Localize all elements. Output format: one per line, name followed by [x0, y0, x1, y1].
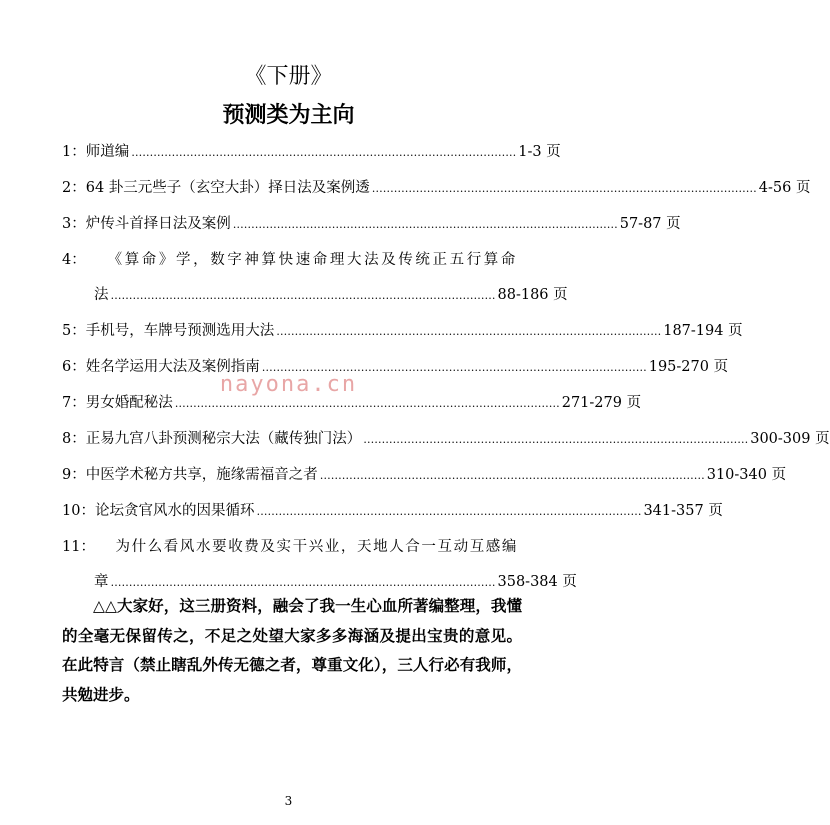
toc-text: 章 [94, 574, 109, 590]
toc-entry [62, 142, 561, 163]
toc-page: 310-340 页 [706, 467, 787, 483]
toc-page: 341-357 页 [643, 503, 723, 519]
toc-page: 88-186 页 [497, 287, 568, 303]
toc-text: 男女婚配秘法 [85, 395, 173, 411]
toc-leader: …………………………………………………………………………………………… [276, 325, 662, 338]
toc-text: 炉传斗首择日法及案例 [85, 216, 231, 232]
toc-page: 195-270 页 [648, 359, 729, 375]
toc-number: 10： [62, 503, 95, 519]
watermark: nayona.cn [219, 372, 358, 397]
toc-number: 2： [62, 180, 86, 196]
toc-page: 187-194 页 [663, 323, 743, 339]
toc-leader: …………………………………………………………………………………………… [371, 182, 757, 195]
toc-text: 为什么看风水要收费及实干兴业，天地人合一互动互感编 [115, 539, 518, 555]
toc-text: 师道编 [85, 144, 130, 160]
toc-page: 57-87 页 [619, 216, 681, 232]
toc-page: 4-56 页 [758, 180, 811, 196]
toc-text: 论坛贪官风水的因果循环 [94, 503, 255, 519]
toc-page: 1-3 页 [518, 144, 561, 160]
toc-number: 9： [62, 467, 86, 483]
toc-entry-continuation [62, 285, 568, 306]
toc-number: 11： [62, 539, 95, 555]
closing-paragraph: △△大家好，这三册资料，融会了我一生心血所著编整理，我懂的全毫无保留传之，不足之处望大家多多海涵及提出宝贵的意见。在此特言（禁止瞎乱外传无德之者，尊重文化），三人行必有我师，共勉进步。 [62, 597, 522, 704]
toc-leader: …………………………………………………………………………………………… [110, 289, 496, 302]
toc-text: 正易九宫八卦预测秘宗大法（藏传独门法） [85, 431, 362, 447]
toc-page: 358-384 页 [497, 574, 577, 590]
toc-number: 1： [62, 144, 86, 160]
toc-number: 8： [62, 431, 86, 447]
toc-leader: …………………………………………………………………………………………… [110, 576, 496, 589]
page-number: 3 [284, 794, 293, 808]
toc-entry [62, 465, 787, 486]
page-subtitle: 预测类为主向 [222, 103, 355, 128]
toc-text: 姓名学运用大法及案例指南 [85, 359, 260, 375]
toc-leader: …………………………………………………………………………………………… [174, 397, 560, 410]
toc-text: 64 卦三元些子（玄空大卦）择日法及案例透 [85, 180, 370, 196]
toc-entry [62, 214, 681, 235]
toc-text: 手机号，车牌号预测选用大法 [85, 323, 275, 339]
toc-entry [62, 501, 723, 522]
toc-leader: …………………………………………………………………………………………… [232, 218, 618, 231]
toc-entry [62, 250, 518, 270]
toc-number: 7： [62, 395, 86, 411]
toc-page: 300-309 页 [750, 431, 830, 447]
toc-number: 4： [62, 252, 86, 268]
toc-number: 5： [62, 323, 86, 339]
toc-leader: …………………………………………………………………………………………… [319, 469, 705, 482]
toc-entry-continuation [62, 572, 577, 593]
toc-page: 271-279 页 [561, 395, 642, 411]
toc-leader: …………………………………………………………………………………………… [131, 146, 517, 159]
toc-text: 法 [94, 287, 109, 303]
toc-entry [62, 537, 518, 557]
toc-number: 3： [62, 216, 86, 232]
toc-leader: …………………………………………………………………………………………… [363, 433, 749, 446]
toc-entry [62, 178, 811, 199]
toc-text: 中医学术秘方共享，施缘需福音之者 [85, 467, 318, 483]
toc-entry [62, 321, 743, 342]
volume-title: 《下册》 [244, 64, 333, 89]
toc-number: 6： [62, 359, 86, 375]
toc-entry [62, 429, 830, 450]
toc-leader: …………………………………………………………………………………………… [261, 361, 647, 374]
toc-leader: …………………………………………………………………………………………… [256, 505, 642, 518]
toc-text: 《算命》学，数字神算快速命理大法及传统正五行算命 [107, 252, 518, 268]
